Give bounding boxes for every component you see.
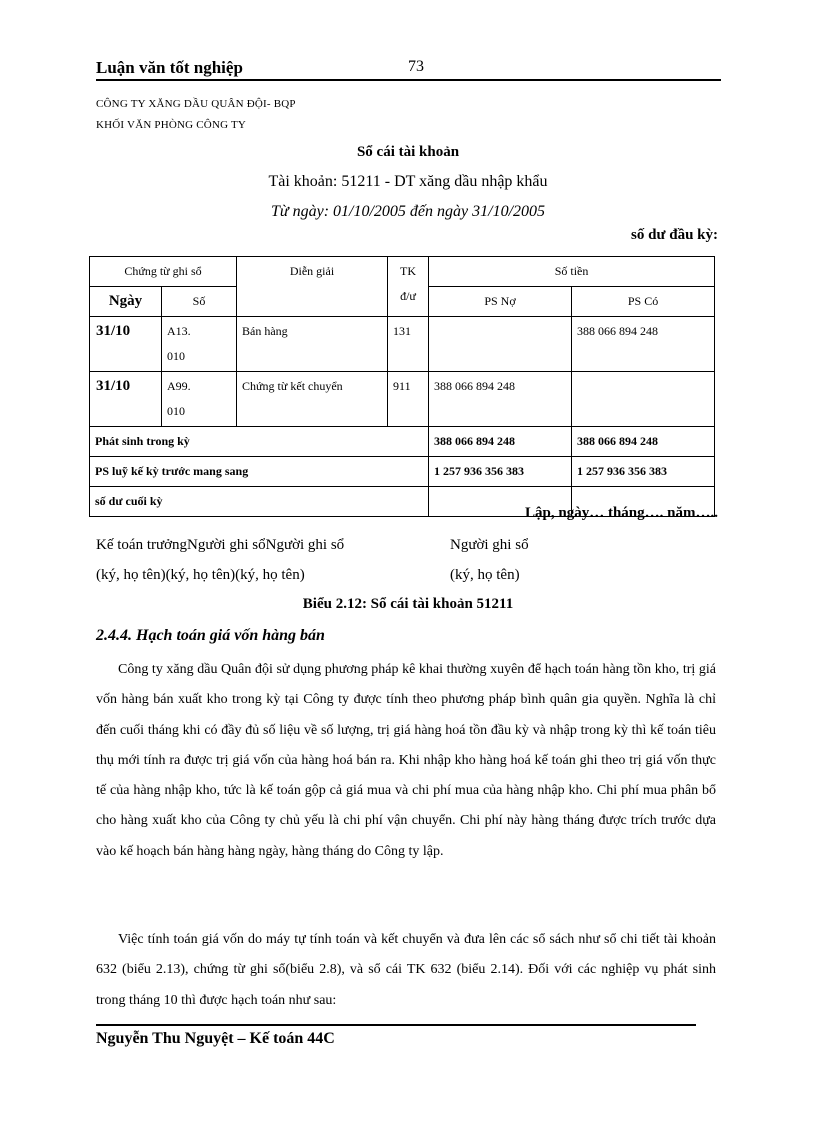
signer-sign-right: (ký, họ tên) xyxy=(450,567,520,583)
summary-row xyxy=(90,427,715,457)
section-heading: 2.4.4. Hạch toán giá vốn hàng bán xyxy=(96,627,325,644)
row-number-line1: A13. xyxy=(167,324,191,338)
row-number-line2: 010 xyxy=(167,349,185,363)
summary-label: số dư cuối kỳ xyxy=(90,487,429,517)
row-credit: 388 066 894 248 xyxy=(572,317,715,372)
page-number: 73 xyxy=(408,58,424,75)
summary-row xyxy=(90,457,715,487)
ledger-period: Từ ngày: 01/10/2005 đến ngày 31/10/2005 xyxy=(270,203,546,220)
header-amount: Số tiền xyxy=(429,257,715,287)
row-number xyxy=(162,372,237,427)
header-rule xyxy=(96,79,721,81)
header-number: Số xyxy=(162,287,237,317)
footer-author: Nguyễn Thu Nguyệt – Kế toán 44C xyxy=(96,1030,335,1047)
row-number xyxy=(162,317,237,372)
signer-role-right: Người ghi sổ xyxy=(450,537,529,553)
header-voucher: Chứng từ ghi sổ xyxy=(90,257,237,287)
summary-debit: 388 066 894 248 xyxy=(429,427,572,457)
signer-roles: Kế toán trưởngNgười ghi sổNgười ghi sổ xyxy=(96,537,345,553)
made-on-date: Lập, ngày… tháng…. năm….. xyxy=(525,505,718,521)
ledger-title: Sổ cái tài khoản xyxy=(356,144,460,160)
row-description: Chứng từ kết chuyển xyxy=(237,372,388,427)
row-account: 911 xyxy=(388,372,429,427)
table-row xyxy=(90,372,715,427)
row-debit xyxy=(429,317,572,372)
row-description: Bán hàng xyxy=(237,317,388,372)
row-date: 31/10 xyxy=(90,372,162,427)
row-date: 31/10 xyxy=(90,317,162,372)
body-paragraph: Công ty xăng dầu Quân đội sử dụng phương pháp kê khai thường xuyên để hạch toán hàng tồn kho, trị giá vốn hàng bán xuất kho trong kỳ tại Công ty được tính theo phương pháp bình quân gia quyền. Nghĩa là chỉ đến cuối tháng khi có đầy đủ số liệu về số lượng, trị giá hàng hoá tồn đầu kỳ và nhập trong kỳ thì kế toán tiêu thụ mới tính ra được trị giá vốn của hàng hoá bán ra. Khi nhập kho hàng hoá kế toán ghi theo trị giá vốn thực tế của hàng nhập kho, tức là kế toán gộp cả giá mua và chi phí mua của hàng nhập kho. Chi phí mua phân bổ cho hàng xuất kho của Công ty chủ yếu là chi phí vận chuyển. Chi phí này hàng tháng được trích trước dựa vào kế hoạch bán hàng hàng ngày, hàng tháng do Công ty lập. xyxy=(96,662,716,859)
header-account-code-line1: TK xyxy=(400,264,417,278)
signer-signs: (ký, họ tên)(ký, họ tên)(ký, họ tên) xyxy=(96,567,305,583)
summary-label: Phát sinh trong kỳ xyxy=(90,427,429,457)
row-credit xyxy=(572,372,715,427)
table-caption: Biểu 2.12: Sổ cái tài khoản 51211 xyxy=(302,596,514,612)
summary-label: PS luỹ kế kỳ trước mang sang xyxy=(90,457,429,487)
header-credit: PS Có xyxy=(572,287,715,317)
opening-balance-label: số dư đầu kỳ: xyxy=(631,227,718,243)
header-date: Ngày xyxy=(90,287,162,317)
footer-rule xyxy=(96,1024,696,1026)
summary-credit: 1 257 936 356 383 xyxy=(572,457,715,487)
body-paragraph: Việc tính toán giá vốn do máy tự tính toán và kết chuyển và đưa lên các sổ sách như sổ chi tiết tài khoản 632 (biểu 2.13), chứng từ ghi sổ(biểu 2.8), và sổ cái TK 632 (biểu 2.14). Đối với các nghiệp vụ phát sinh trong tháng 10 thì được hạch toán như sau: xyxy=(96,932,716,1008)
table-header-row xyxy=(90,257,715,287)
row-number-line2: 010 xyxy=(167,404,185,418)
company-name: CÔNG TY XĂNG DẦU QUÂN ĐỘI- BQP xyxy=(96,98,296,110)
row-account: 131 xyxy=(388,317,429,372)
header-account-code xyxy=(388,257,429,317)
row-number-line1: A99. xyxy=(167,379,191,393)
ledger-account: Tài khoản: 51211 - DT xăng dầu nhập khẩu xyxy=(268,173,548,190)
summary-debit: 1 257 936 356 383 xyxy=(429,457,572,487)
table-row xyxy=(90,317,715,372)
header-debit: PS Nợ xyxy=(429,287,572,317)
header-account-code-line2: đ/ư xyxy=(400,289,416,303)
header-description: Diễn giải xyxy=(237,257,388,317)
row-debit: 388 066 894 248 xyxy=(429,372,572,427)
summary-credit: 388 066 894 248 xyxy=(572,427,715,457)
ledger-table xyxy=(89,256,715,517)
company-office: KHỐI VĂN PHÒNG CÔNG TY xyxy=(96,119,247,131)
header-title: Luận văn tốt nghiệp xyxy=(96,58,243,77)
